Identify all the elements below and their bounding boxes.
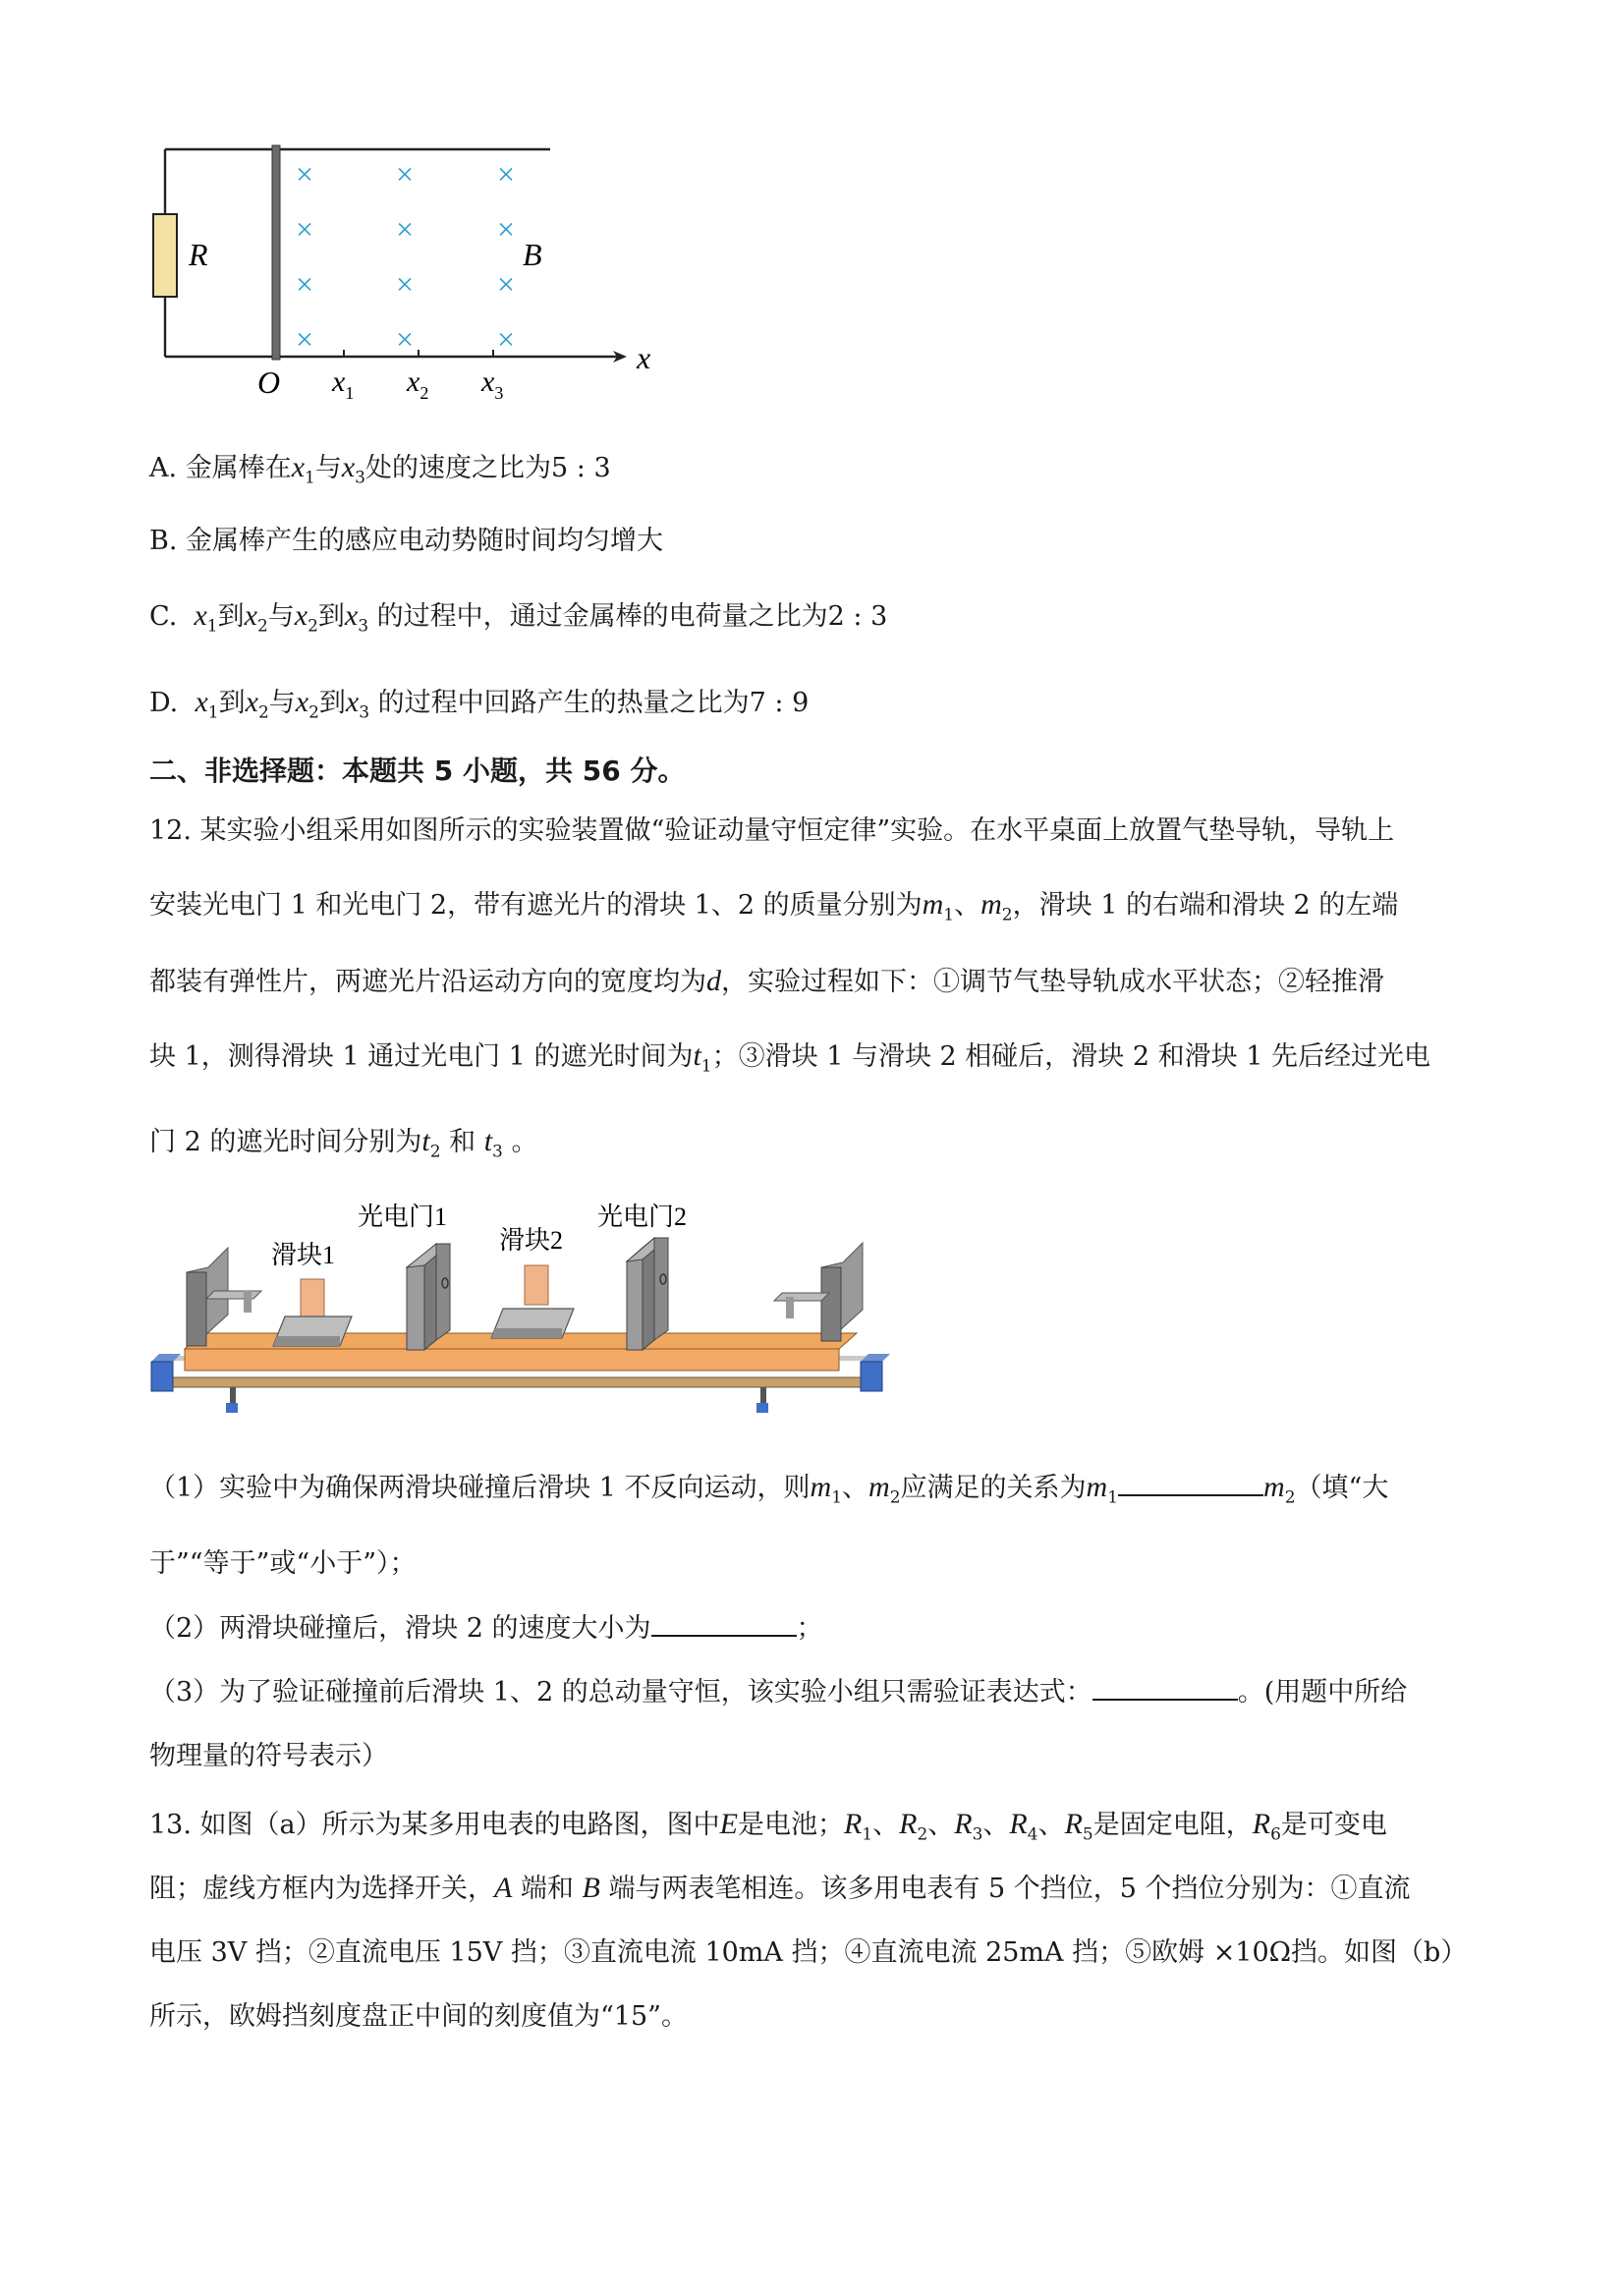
figure-magnetic-field-circuit <box>138 128 688 413</box>
svg-text:×: × <box>295 266 314 302</box>
tick-label-x3: $x_3$ <box>481 365 504 403</box>
left-end-block <box>151 1362 173 1391</box>
option-a: A. 金属棒在$x_1$与$x_3$处的速度之比为5 : 3 <box>149 451 611 488</box>
answer-blank-2[interactable] <box>651 1609 797 1637</box>
svg-text:×: × <box>295 156 314 192</box>
metal-rod <box>272 145 280 360</box>
right-end-block <box>861 1362 882 1391</box>
svg-text:×: × <box>496 321 516 357</box>
axis-label: x <box>637 340 651 375</box>
gate2 <box>627 1248 643 1350</box>
q12-line1: 12. 某实验小组采用如图所示的实验装置做“验证动量守恒定律”实验。在水平桌面上放置气垫导轨，导轨上 <box>149 815 1395 846</box>
q13-line4: 所示，欧姆挡刻度盘正中间的刻度值为“15”。 <box>149 2001 688 2032</box>
answer-blank-1[interactable] <box>1118 1469 1263 1496</box>
q13-line3: 电压 3V 挡；②直流电压 15V 挡；③直流电流 10mA 挡；④直流电流 25mA 挡；⑤欧姆 ×10Ω挡。如图（b） <box>149 1937 1468 1968</box>
tick-label-x1: $x_1$ <box>332 365 355 403</box>
q12-line5: 门 2 的遮光时间分别为$t_2$ 和 $t_3$ 。 <box>149 1125 538 1162</box>
slider2-flag <box>525 1265 548 1305</box>
field-markers <box>296 156 515 357</box>
svg-text:×: × <box>395 266 415 302</box>
svg-text:×: × <box>295 211 314 247</box>
figure-air-track-apparatus <box>145 1189 892 1425</box>
section-heading: 二、非选择题：本题共 5 小题，共 56 分。 <box>149 755 686 787</box>
q12-sub1-cont: 于”“等于”或“小于”）； <box>149 1548 417 1579</box>
gate1 <box>407 1254 424 1350</box>
svg-text:×: × <box>295 321 314 357</box>
svg-text:×: × <box>496 211 516 247</box>
svg-text:×: × <box>496 156 516 192</box>
q13-line1: 13. 如图（a）所示为某多用电表的电路图，图中E是电池；$R_1$、$R_2$、$R_3$、$R_4$、$R_5$是固定电阻，$R_6$是可变电 <box>149 1808 1387 1845</box>
q12-sub3-cont: 物理量的符号表示） <box>149 1741 388 1771</box>
svg-text:×: × <box>496 266 516 302</box>
q12-line3: 都装有弹性片，两遮光片沿运动方向的宽度均为d，实验过程如下：①调节气垫导轨成水平状态；②轻推滑 <box>149 965 1384 997</box>
q13-line2: 阻；虚线方框内为选择开关，A 端和 B 端与两表笔相连。该多用电表有 5 个挡位，5 个挡位分别为：①直流 <box>149 1872 1411 1904</box>
option-c: C. $x_1$到$x_2$与$x_2$到$x_3$ 的过程中，通过金属棒的电荷量之比为2 : 3 <box>149 599 888 637</box>
q12-sub3: （3）为了验证碰撞前后滑块 1、2 的总动量守恒，该实验小组只需验证表达式： 。(用题中所给 <box>149 1670 1485 1708</box>
svg-text:×: × <box>395 156 415 192</box>
label-slider2: 滑块2 <box>499 1226 564 1255</box>
answer-blank-3[interactable] <box>1092 1673 1238 1701</box>
base-board <box>165 1377 865 1387</box>
field-label: B <box>523 237 542 272</box>
resistor <box>153 214 177 297</box>
resistor-label: R <box>189 237 208 272</box>
origin-label: O <box>257 364 281 400</box>
label-gate2: 光电门2 <box>597 1203 688 1231</box>
q12-sub2: （2）两滑块碰撞后，滑块 2 的速度大小为 ； <box>149 1606 1485 1645</box>
slider1-flag <box>301 1279 324 1316</box>
q12-line2: 安装光电门 1 和光电门 2，带有遮光片的滑块 1、2 的质量分别为$m_1$、$m_2$，滑块 1 的右端和滑块 2 的左端 <box>149 888 1399 925</box>
label-gate1: 光电门1 <box>358 1203 448 1231</box>
svg-text:×: × <box>395 211 415 247</box>
leg-right <box>760 1387 766 1403</box>
label-slider1: 滑块1 <box>271 1241 336 1269</box>
air-track-front <box>185 1349 839 1371</box>
q12-sub1: （1）实验中为确保两滑块碰撞后滑块 1 不反向运动，则$m_1$、$m_2$应满足的关系为$m_1$ $m_2$（填“大 <box>149 1471 1389 1508</box>
tick-label-x2: $x_2$ <box>407 365 429 403</box>
option-d: D. $x_1$到$x_2$与$x_2$到$x_3$ 的过程中回路产生的热量之比为7 : 9 <box>149 686 810 723</box>
q12-line4: 块 1，测得滑块 1 通过光电门 1 的遮光时间为$t_1$；③滑块 1 与滑块 2 相碰后，滑块 2 和滑块 1 先后经过光电 <box>149 1039 1430 1077</box>
svg-text:×: × <box>395 321 415 357</box>
option-b: B. 金属棒产生的感应电动势随时间均匀增大 <box>149 526 664 556</box>
leg-left <box>230 1387 236 1403</box>
